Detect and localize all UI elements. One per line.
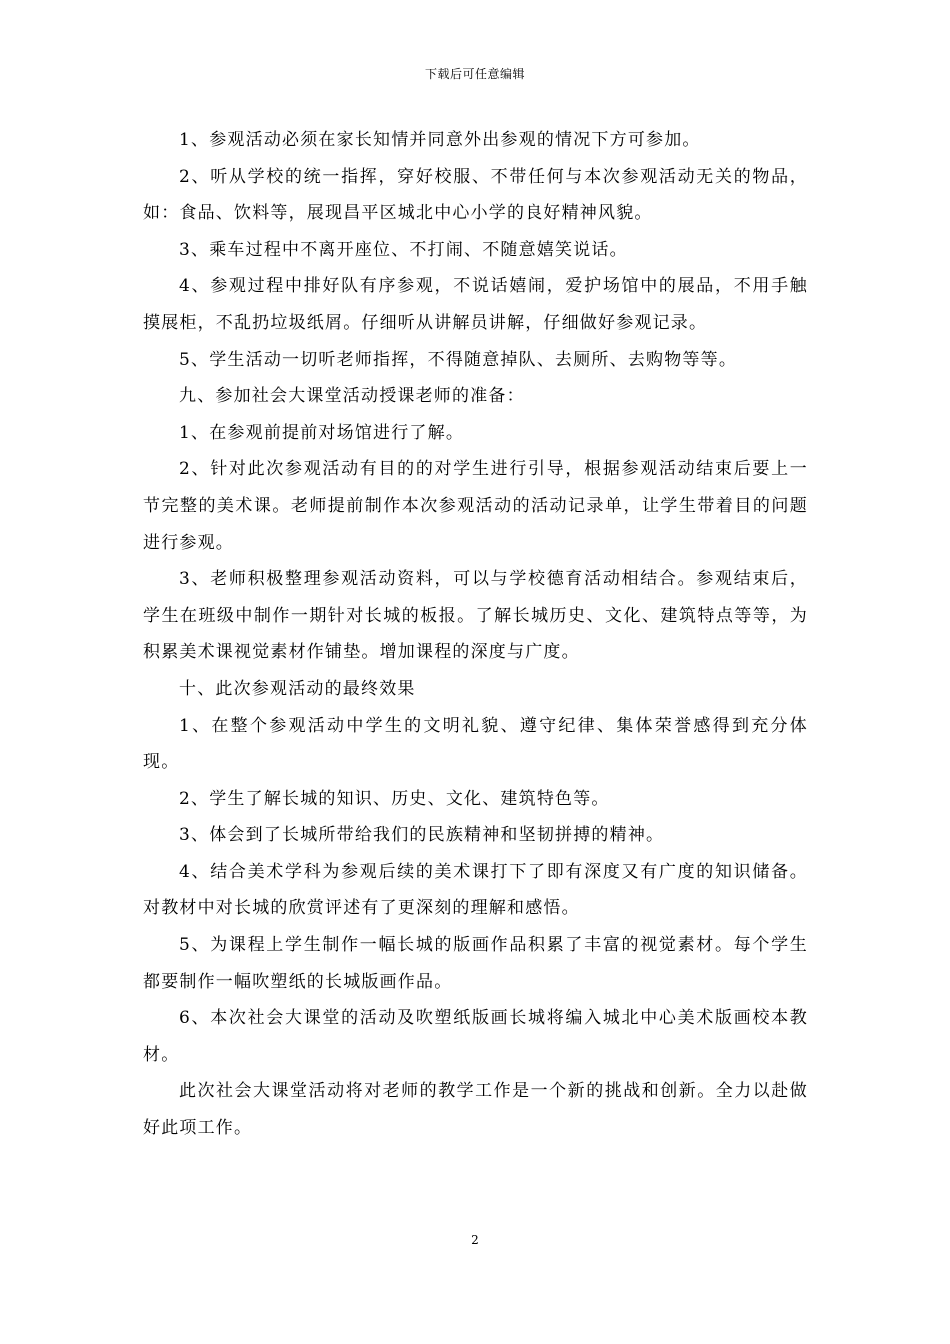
- paragraph: 1、在整个参观活动中学生的文明礼貌、遵守纪律、集体荣誉感得到充分体现。: [143, 715, 808, 773]
- paragraph: 3、乘车过程中不离开座位、不打闹、不随意嬉笑说话。: [179, 239, 628, 260]
- page-number: 2: [471, 1233, 479, 1247]
- paragraph: 6、本次社会大课堂的活动及吹塑纸版画长城将编入城北中心美术版画校本教材。: [143, 1008, 808, 1065]
- paragraph: 此次社会大课堂活动将对老师的教学工作是一个新的挑战和创新。全力以赴做好此项工作。: [143, 1081, 808, 1139]
- paragraph: 2、学生了解长城的知识、历史、文化、建筑特色等。: [179, 788, 610, 809]
- paragraph: 3、体会到了长城所带给我们的民族精神和坚韧拼搏的精神。: [179, 825, 665, 846]
- paragraph: 5、为课程上学生制作一幅长城的版画作品积累了丰富的视觉素材。每个学生都要制作一幅吹塑纸的长城版画作品。: [143, 935, 808, 992]
- paragraph: 4、参观过程中排好队有序参观，不说话嬉闹，爱护场馆中的展品，不用手触摸展柜，不乱扔垃圾纸屑。仔细听从讲解员讲解，仔细做好参观记录。: [143, 276, 808, 333]
- paragraph: 2、针对此次参观活动有目的的对学生进行引导，根据参观活动结束后要上一节完整的美术课。老师提前制作本次参观活动的活动记录单，让学生带着目的问题进行参观。: [143, 459, 808, 553]
- paragraph: 1、在参观前提前对场馆进行了解。: [179, 422, 465, 443]
- paragraph: 4、结合美术学科为参观后续的美术课打下了即有深度又有广度的知识储备。对教材中对长城的欣赏评述有了更深刻的理解和感悟。: [143, 861, 808, 919]
- paragraph: 1、参观活动必须在家长知情并同意外出参观的情况下方可参加。: [179, 130, 701, 150]
- document-body: [143, 122, 808, 1147]
- section-heading: 九、参加社会大课堂活动授课老师的准备：: [179, 386, 525, 407]
- paragraph: 5、学生活动一切听老师指挥，不得随意掉队、去厕所、去购物等等。: [179, 349, 738, 370]
- page-header: 下载后可任意编辑: [424, 67, 525, 81]
- paragraph: 2、听从学校的统一指挥，穿好校服、不带任何与本次参观活动无关的物品，如：食品、饮料等，展现昌平区城北中心小学的良好精神风貌。: [143, 166, 808, 224]
- paragraph: 3、老师积极整理参观活动资料，可以与学校德育活动相结合。参观结束后，学生在班级中制作一期针对长城的板报。了解长城历史、文化、建筑特点等等，为积累美术课视觉素材作铺垫。增加课程的深度与广度。: [143, 569, 808, 663]
- section-heading: 十、此次参观活动的最终效果: [179, 678, 416, 699]
